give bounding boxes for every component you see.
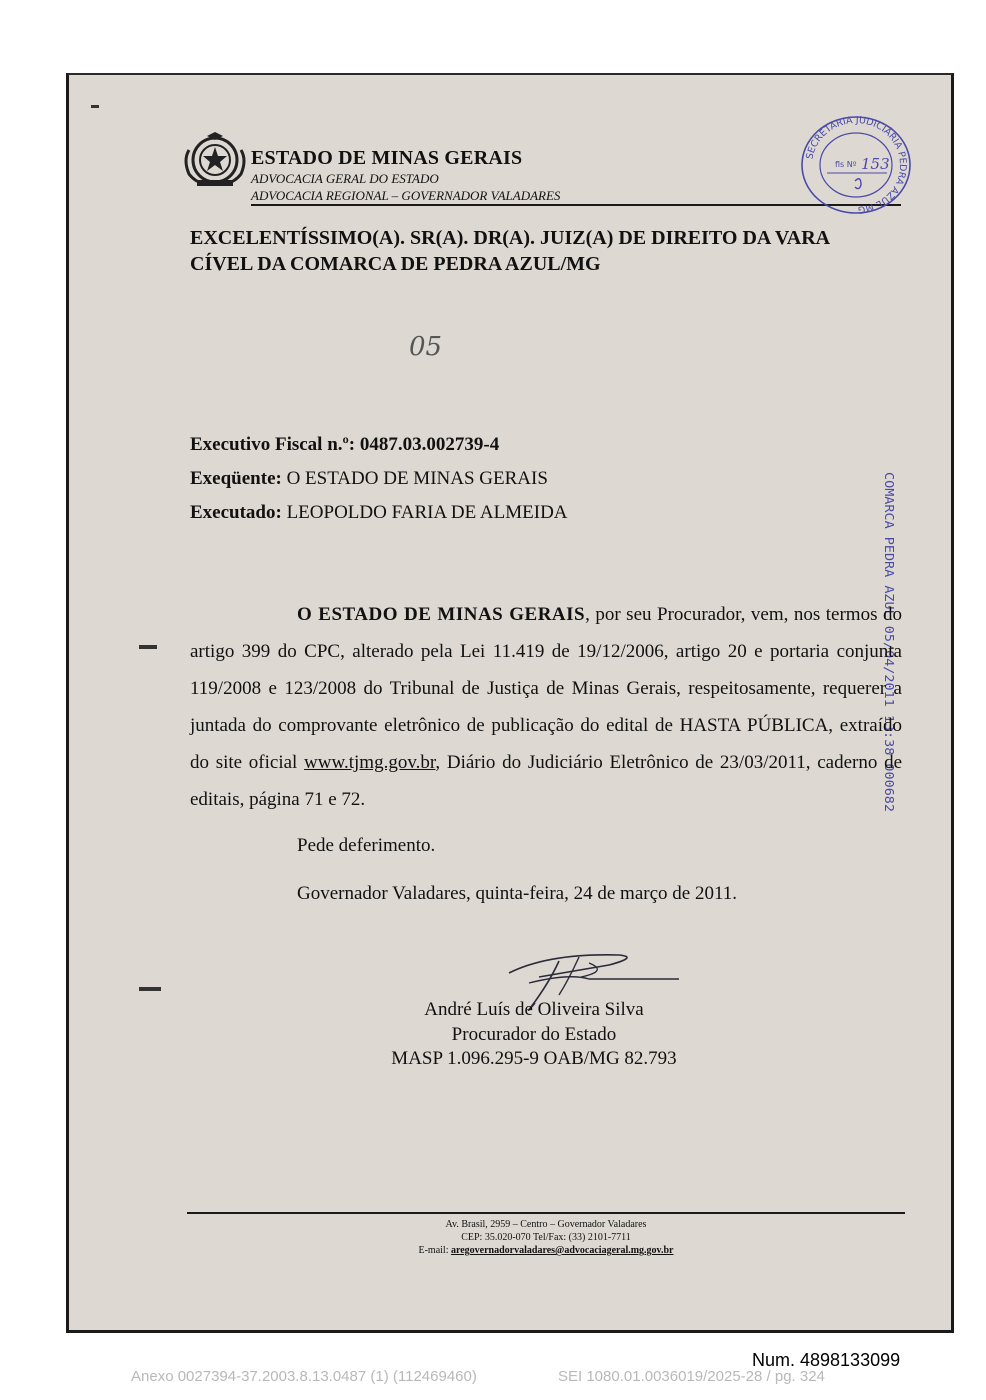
body-text-part-2: , Diário do Judiciário Eletrônico de 23/03/2011, caderno de editais, página 71 e 72.	[190, 752, 902, 810]
scan-mark	[139, 645, 157, 649]
footer-email-line	[187, 1244, 905, 1257]
process-label: Executivo Fiscal n.º:	[190, 434, 356, 455]
signatory-registration: MASP 1.096.295-9 OAB/MG 82.793	[391, 1048, 677, 1069]
footer-email-label: E-mail:	[418, 1245, 449, 1256]
addressee-line-2: CÍVEL DA COMARCA DE PEDRA AZUL/MG	[190, 253, 601, 275]
plaintiff-label: Exeqüente:	[190, 468, 282, 489]
stamp-number-label: fls Nº	[835, 160, 857, 169]
body-text-part-1: , por seu Procurador, vem, nos termos do artigo 399 do CPC, alterado pela Lei 11.419 de 19/12/2006, artigo 20 e portaria conjunta 119/2008 e 123/2008 do Tribunal de Justiça de Minas Gerais, respeitosamente, requerer a juntada do comprovante eletrônico de publicação do edital de HASTA PÚBLICA, extraído do site oficial	[190, 604, 902, 773]
signatory-role: Procurador do Estado	[451, 1024, 617, 1045]
handwritten-page-note	[405, 325, 455, 365]
stamp-ring-text: SECRETARIA JUDICIÁRIA PEDRA AZUL MG	[804, 115, 909, 215]
addressee-block	[190, 225, 890, 277]
stamp-number-value: 153	[861, 155, 890, 173]
footer-email-link[interactable]: aregovernadorvaladares@advocaciageral.mg.gov.br	[450, 1245, 674, 1256]
scan-mark	[139, 987, 161, 991]
header-subtitle-agency: ADVOCACIA GERAL DO ESTADO	[251, 171, 439, 186]
closing-request: Pede deferimento.	[297, 835, 436, 856]
defendant-label: Executado:	[190, 502, 282, 523]
header-subtitle-regional: ADVOCACIA REGIONAL – GOVERNADOR VALADARES	[251, 188, 561, 203]
case-details	[190, 428, 568, 530]
state-coat-of-arms-icon	[181, 130, 249, 192]
scan-mark	[91, 105, 99, 108]
petition-body	[190, 596, 902, 818]
case-process-line	[190, 428, 568, 462]
plaintiff-name: O ESTADO DE MINAS GERAIS	[286, 468, 548, 489]
process-number: 0487.03.002739-4	[359, 434, 500, 455]
body-lead-party: O ESTADO DE MINAS GERAIS	[297, 604, 586, 625]
judicial-secretariat-stamp	[797, 115, 915, 215]
protocol-stamp-text: COMARCA PEDRA AZUL 05/04/2011 13:38 000682	[882, 472, 897, 789]
footer-divider	[187, 1212, 905, 1214]
scanned-page	[66, 73, 954, 1333]
header-title: ESTADO DE MINAS GERAIS	[251, 147, 523, 169]
footer-contact: CEP: 35.020-070 Tel/Fax: (33) 2101-7711	[461, 1232, 631, 1243]
closing-dateline: Governador Valadares, quinta-feira, 24 de março de 2011.	[297, 883, 737, 904]
annex-reference: Anexo 0027394-37.2003.8.13.0487 (1) (112469460)	[131, 1368, 477, 1385]
document-number: Num. 4898133099	[752, 1350, 901, 1370]
signatory-name: André Luís de Oliveira Silva	[424, 999, 644, 1020]
sei-reference: SEI 1080.01.0036019/2025-28 / pg. 324	[558, 1368, 825, 1385]
addressee-line-1: EXCELENTÍSSIMO(A). SR(A). DR(A). JUIZ(A) DE DIREITO DA VARA	[190, 227, 831, 249]
defendant-name: LEOPOLDO FARIA DE ALMEIDA	[286, 502, 568, 523]
handwritten-note-text: 05	[409, 332, 443, 362]
case-defendant-line	[190, 496, 568, 530]
tjmg-site-link[interactable]: www.tjmg.gov.br	[304, 752, 436, 773]
case-plaintiff-line	[190, 462, 568, 496]
footer-address: Av. Brasil, 2959 – Centro – Governador Valadares	[445, 1219, 647, 1230]
